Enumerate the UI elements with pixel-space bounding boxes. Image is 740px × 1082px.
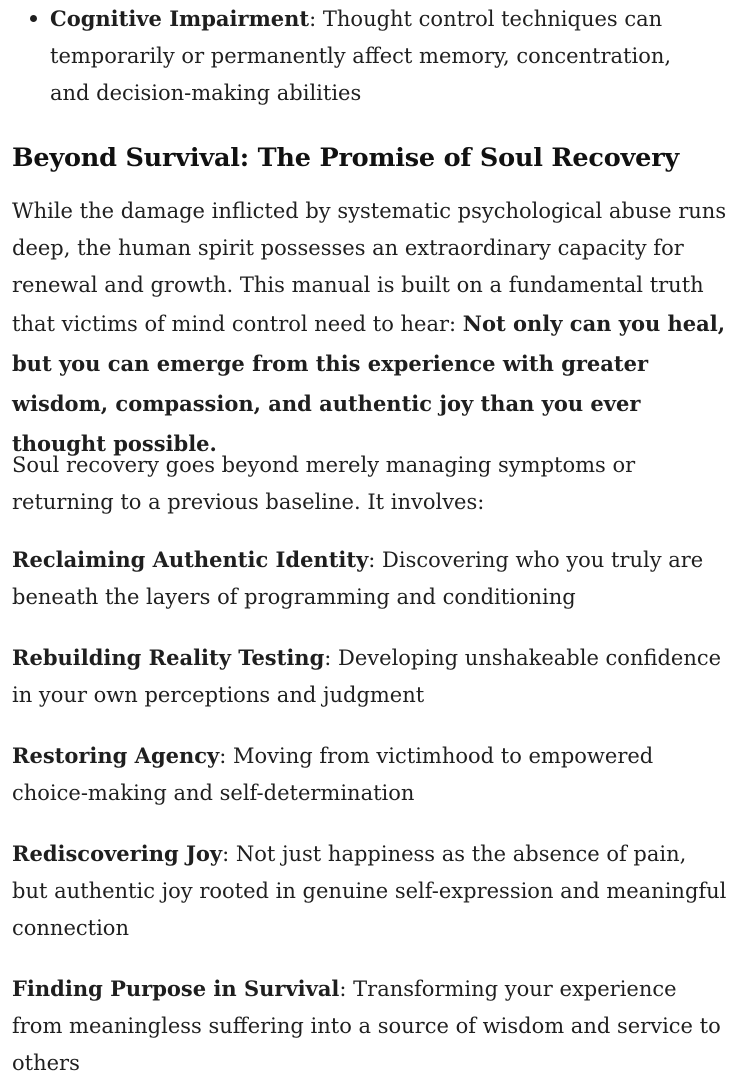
bullet-list: [28, 0, 708, 112]
item-finding-purpose: [12, 970, 727, 1082]
item-rediscovering-joy: [12, 835, 727, 947]
item-restoring-agency: [12, 737, 727, 812]
bullet-dot-icon: [30, 15, 37, 22]
bullet-text: : Thought control techniques can temporarily or permanently affect memory, concentration, and decision-making abilities: [50, 7, 672, 105]
item-rebuilding-reality: [12, 639, 727, 714]
item-term: Rediscovering Joy: [12, 841, 223, 866]
section-heading: Beyond Survival: The Promise of Soul Recovery: [12, 143, 680, 173]
involves-paragraph: Soul recovery goes beyond merely managing symptoms or returning to a previous baseline. It involves:: [12, 453, 636, 514]
item-reclaiming-identity: [12, 541, 727, 616]
item-term: Reclaiming Authentic Identity: [12, 547, 369, 572]
lead-text: While the damage inflicted by systematic psychological abuse runs deep, the human spirit possesses an extraordinary capacity for renewal and growth. This manual is built on a fundamental truth that victims of mind control need to hear:: [12, 199, 727, 336]
bullet-item-cognitive-impairment: [28, 0, 708, 112]
item-text: : Transforming your experience from meaningless suffering into a source of wisdom and service to others: [12, 977, 721, 1075]
item-text: : Discovering who you truly are beneath the layers of programming and conditioning: [12, 548, 704, 609]
item-term: Finding Purpose in Survival: [12, 976, 340, 1001]
lead-strong-text: Not only can you heal, but you can emerge from this experience with greater wisdom, compassion, and authentic joy than you ever thought possible.: [12, 311, 726, 456]
item-term: Rebuilding Reality Testing: [12, 645, 325, 670]
item-text: : Moving from victimhood to empowered choice-making and self-determination: [12, 744, 654, 805]
item-text: : Not just happiness as the absence of pain, but authentic joy rooted in genuine self-expression and meaningful connection: [12, 842, 727, 940]
item-text: : Developing unshakeable confidence in your own perceptions and judgment: [12, 646, 722, 707]
lead-paragraph: [12, 193, 727, 464]
item-term: Restoring Agency: [12, 743, 220, 768]
bullet-term: Cognitive Impairment: [50, 6, 310, 31]
